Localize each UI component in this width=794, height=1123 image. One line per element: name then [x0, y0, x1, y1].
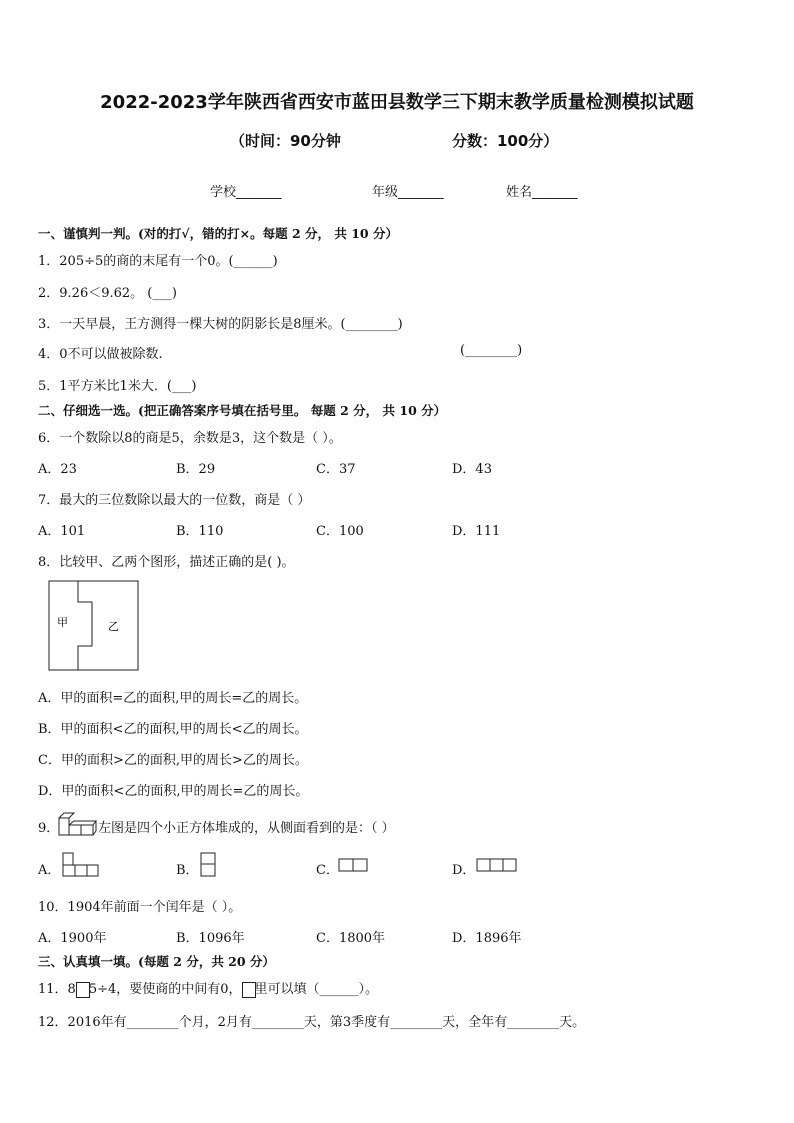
q8-option-b[interactable]: B．甲的面积<乙的面积,甲的周长<乙的周长。 [38, 722, 308, 737]
question-11-part-b: 5÷4，要使商的中间有0， [88, 982, 242, 997]
question-11 [38, 978, 378, 998]
q7-option-c[interactable]: C．100 [316, 524, 364, 539]
q10-option-d[interactable]: D．1896年 [452, 931, 522, 946]
section-3-heading: 三、认真填一填。(每题 2 分，共 20 分） [38, 954, 275, 969]
q9-cube-stack-figure [58, 810, 98, 836]
q9-option-c[interactable]: C． [316, 863, 339, 878]
question-12: 12．2016年有________个月，2月有________天，第3季度有________天，全年有________天。 [38, 1015, 586, 1030]
exam-score: 分数：100分） [452, 132, 559, 150]
q9-option-a-shape [62, 852, 100, 878]
q7-option-a[interactable]: A．101 [38, 524, 86, 539]
q10-option-b[interactable]: B．1096年 [176, 931, 245, 946]
question-4: 4．0不可以做被除数. [38, 347, 163, 362]
question-4-blank[interactable]: (________) [460, 343, 523, 358]
grade-field[interactable]: 年级_______ [372, 185, 444, 200]
q10-option-c[interactable]: C．1800年 [316, 931, 386, 946]
q9-option-b[interactable]: B． [176, 863, 199, 878]
q8-figure [48, 580, 140, 672]
question-5: 5．1平方米比1米大．(___) [38, 379, 197, 394]
q9-option-d[interactable]: D． [452, 863, 476, 878]
section-2-heading: 二、仔细选一选。(把正确答案序号填在括号里。 每题 2 分， 共 10 分） [38, 403, 447, 418]
q8-figure-label-a: 甲 [57, 616, 68, 629]
question-11-part-a: 11．8 [38, 982, 76, 997]
question-6: 6．一个数除以8的商是5，余数是3，这个数是（ ）。 [38, 431, 342, 446]
question-2: 2．9.26＜9.62。 (___) [38, 286, 177, 301]
question-1: 1．205÷5的商的末尾有一个0。(______) [38, 254, 278, 269]
exam-time: （时间：90分钟 [230, 132, 341, 150]
name-field[interactable]: 姓名_______ [506, 185, 578, 200]
school-field[interactable]: 学校_______ [210, 185, 282, 200]
q9-option-b-shape [200, 852, 218, 878]
q11-blank-box-2[interactable] [242, 982, 256, 998]
q8-figure-label-b: 乙 [108, 620, 119, 633]
q9-option-c-shape [338, 858, 370, 874]
question-3: 3．一天早晨，王方测得一棵大树的阴影长是8厘米。(________) [38, 317, 403, 332]
q8-option-a[interactable]: A．甲的面积=乙的面积,甲的周长=乙的周长。 [38, 691, 308, 706]
q9-option-d-shape [476, 858, 518, 874]
q6-option-d[interactable]: D．43 [452, 462, 492, 477]
q7-option-d[interactable]: D．111 [452, 524, 501, 539]
question-8: 8．比较甲、乙两个图形，描述正确的是( )。 [38, 555, 295, 570]
q8-option-c[interactable]: C．甲的面积>乙的面积,甲的周长>乙的周长。 [38, 753, 308, 768]
question-7: 7．最大的三位数除以最大的一位数，商是（ ） [38, 493, 311, 508]
q9-option-a[interactable]: A． [38, 863, 61, 878]
question-11-part-c: 里可以填（______）。 [254, 982, 379, 997]
q7-option-b[interactable]: B．110 [176, 524, 224, 539]
question-10: 10．1904年前面一个闰年是（ ）。 [38, 900, 242, 915]
question-9-number: 9． [38, 821, 60, 836]
exam-title: 2022-2023学年陕西省西安市蓝田县数学三下期末教学质量检测模拟试题 [100, 92, 694, 113]
q6-option-c[interactable]: C．37 [316, 462, 356, 477]
q6-option-b[interactable]: B．29 [176, 462, 216, 477]
question-9: 左图是四个小正方体堆成的，从侧面看到的是：（ ） [98, 821, 395, 836]
q11-blank-box[interactable] [76, 982, 90, 998]
q8-option-d[interactable]: D．甲的面积<乙的面积,甲的周长=乙的周长。 [38, 784, 309, 799]
section-1-heading: 一、谨慎判一判。(对的打√，错的打×。每题 2 分， 共 10 分） [38, 226, 398, 241]
q10-option-a[interactable]: A．1900年 [38, 931, 107, 946]
q6-option-a[interactable]: A．23 [38, 462, 77, 477]
